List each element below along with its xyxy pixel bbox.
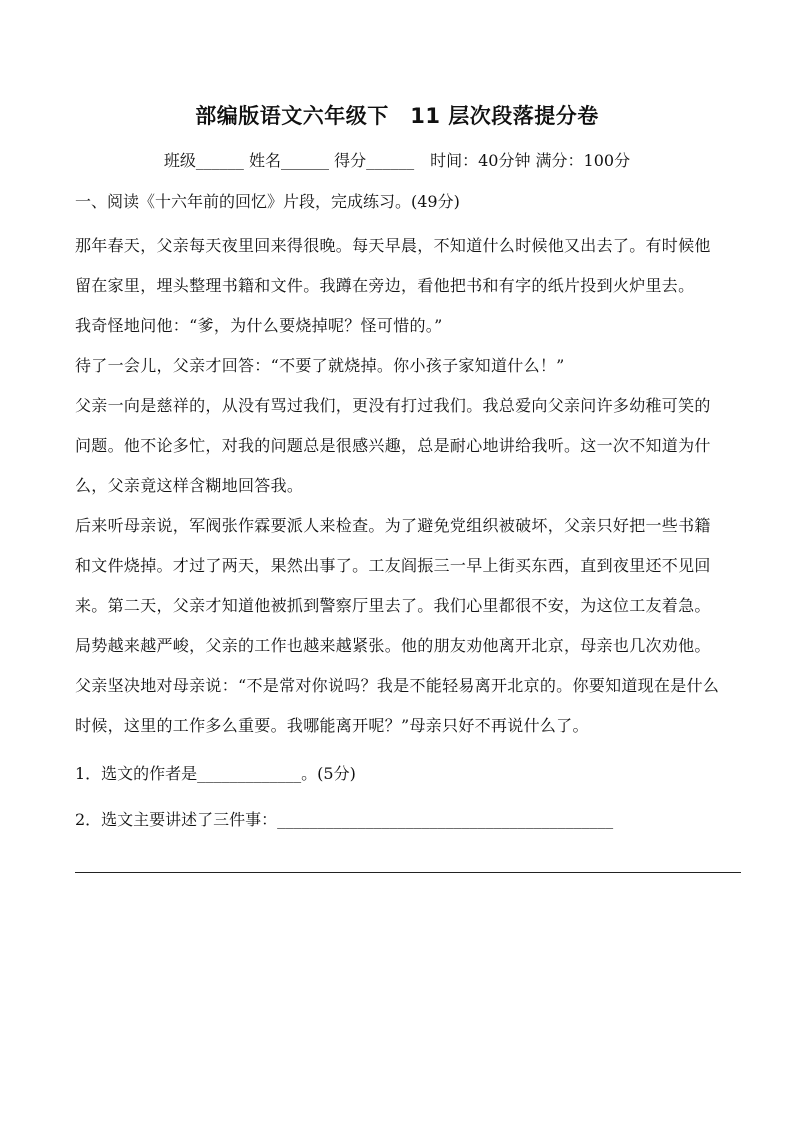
question-2: 2．选文主要讲述了三件事：__________________________________________ [75,810,614,829]
section-heading: 一、阅读《十六年前的回忆》片段，完成练习。(49分) [75,192,460,211]
passage-paragraph-3: 待了一会儿，父亲才回答：“不要了就烧掉。你小孩子家知道什么！” [75,356,565,375]
passage-paragraph-5: 后来听母亲说，军阀张作霖要派人来检查。为了避免党组织被破坏，父亲只好把一些书籍和文件烧掉。才过了两天，果然出事了。工友阎振三一早上街买东西，直到夜里还不见回来。第二天，父亲才知道他被抓到警察厅里去了。我们心里都很不安，为这位工友着急。 [75,516,711,615]
question-1: 1．选文的作者是_____________。(5分) [75,764,356,783]
reading-passage [75,226,725,874]
answer-line [75,872,741,874]
passage-paragraph-2: 我奇怪地问他：“爹，为什么要烧掉呢？怪可惜的。” [75,316,443,335]
page-title: 部编版语文六年级下 11 层次段落提分卷 [195,104,599,128]
student-info-line: 班级______ 姓名______ 得分______ 时间：40分钟 满分：100分 [163,151,631,170]
passage-paragraph-1: 那年春天，父亲每天夜里回来得很晚。每天早晨，不知道什么时候他又出去了。有时候他留在家里，埋头整理书籍和文件。我蹲在旁边，看他把书和有字的纸片投到火炉里去。 [75,236,711,295]
passage-paragraph-6: 局势越来越严峻，父亲的工作也越来越紧张。他的朋友劝他离开北京，母亲也几次劝他。父亲坚决地对母亲说：“不是常对你说吗？我是不能轻易离开北京的。你要知道现在是什么时候，这里的工作多么重要。我哪能离开呢？”母亲只好不再说什么了。 [75,636,720,735]
passage-paragraph-4: 父亲一向是慈祥的，从没有骂过我们，更没有打过我们。我总爱向父亲问许多幼稚可笑的问题。他不论多忙，对我的问题总是很感兴趣，总是耐心地讲给我听。这一次不知道为什么，父亲竟这样含糊地回答我。 [75,396,711,495]
